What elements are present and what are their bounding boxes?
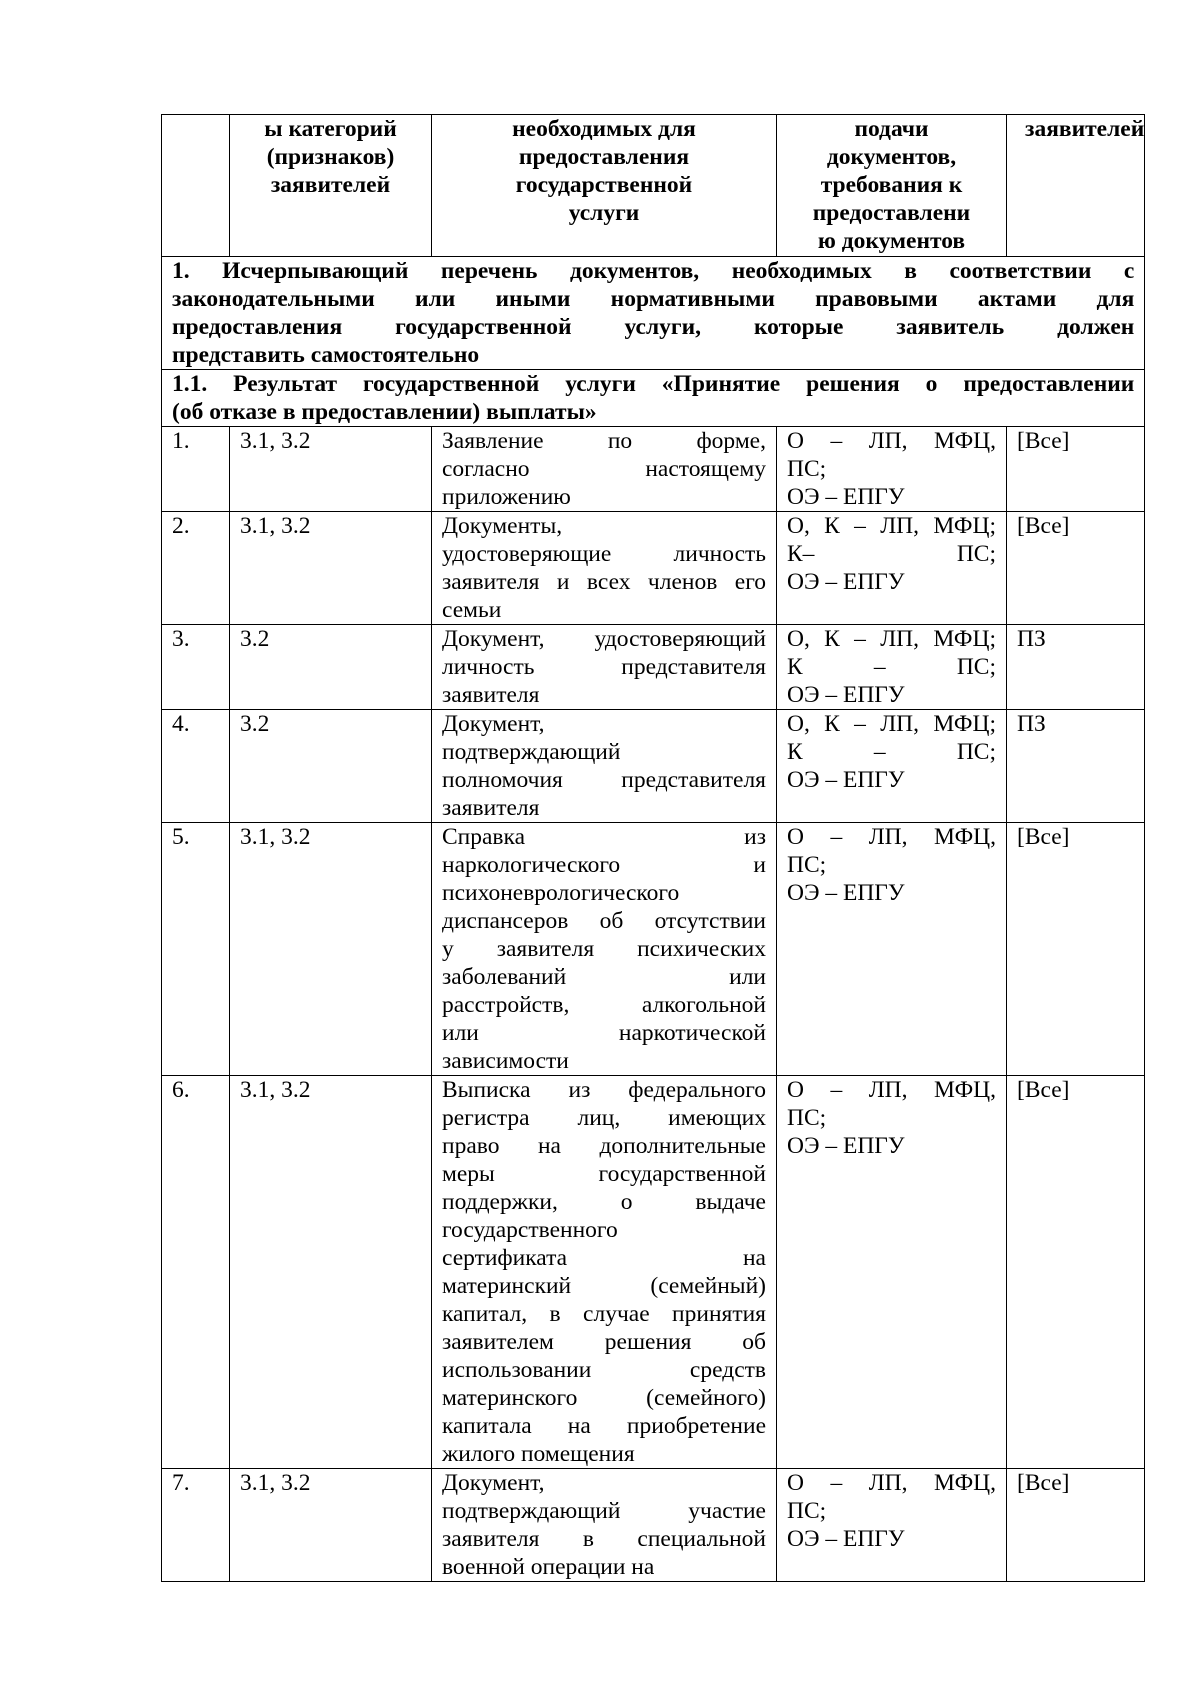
header-text-line: предоставления [518, 144, 690, 170]
document-text-line: сертификата на [442, 1245, 766, 1271]
document-text-line: Документы, [442, 513, 563, 539]
section-text-line: 1.1. Результат государственной услуги «Принятие решения о предоставлении [172, 371, 1135, 397]
document-text-line: наркологического и [442, 852, 766, 878]
document-text-line: Выписка из федерального [442, 1077, 766, 1103]
header-cell-method [777, 115, 1007, 257]
section-text-line: представить самостоятельно [172, 342, 480, 368]
document-text-line: Справка из [442, 824, 766, 850]
document-text-line: Заявление по форме, [442, 428, 766, 454]
method-text-line: О, К – ЛП, МФЦ; [787, 626, 996, 652]
document-text-line: удостоверяющие личность [442, 541, 766, 567]
method-text-line: ОЭ – ЕПГУ [787, 880, 905, 906]
document-text-line: заявителем решения об [442, 1329, 766, 1355]
document-text-line: поддержки, о выдаче [442, 1189, 766, 1215]
section-heading-1 [162, 257, 1145, 370]
header-text-line: необходимых для [512, 116, 696, 142]
row-method [777, 1076, 1007, 1469]
header-text-line: заявителей [270, 172, 391, 198]
table-row [162, 427, 1145, 512]
method-text-line: ПС; [787, 456, 827, 482]
header-cell-num [162, 115, 230, 257]
row-applicants: ПЗ [1007, 625, 1145, 710]
header-text-line: документов, [826, 144, 957, 170]
method-text-line: ПС; [787, 1498, 827, 1524]
document-text-line: жилого помещения [442, 1441, 635, 1467]
row-categories: 3.1, 3.2 [230, 427, 432, 512]
document-text-line: заявителя и всех членов его [442, 569, 766, 595]
method-text-line: ОЭ – ЕПГУ [787, 1133, 905, 1159]
row-method [777, 710, 1007, 823]
method-text-line: ОЭ – ЕПГУ [787, 569, 905, 595]
row-method [777, 512, 1007, 625]
header-text-line: подачи [854, 116, 929, 142]
section-text-line: законодательными или иными нормативными правовыми актами для [172, 286, 1135, 312]
document-text-line: подтверждающий участие [442, 1498, 766, 1524]
row-number: 6. [162, 1076, 230, 1469]
header-text-line: предоставлени [812, 200, 971, 226]
row-method [777, 625, 1007, 710]
document-text-line: приложению [442, 484, 571, 510]
header-text-line: государственной [515, 172, 693, 198]
document-text-line: семьи [442, 597, 502, 623]
document-text-line: право на дополнительные [442, 1133, 766, 1159]
subsection-row [162, 370, 1145, 427]
table-row [162, 1076, 1145, 1469]
document-text-line: использовании средств [442, 1357, 766, 1383]
method-text-line: ОЭ – ЕПГУ [787, 1526, 905, 1552]
document-text-line: капитала на приобретение [442, 1413, 766, 1439]
document-text-line: у заявителя психических [442, 936, 766, 962]
table-header-row [162, 115, 1145, 257]
header-cell-documents [432, 115, 777, 257]
header-text-line: (признаков) [266, 144, 395, 170]
document-text-line: или наркотической [442, 1020, 766, 1046]
section-text-line: (об отказе в предоставлении) выплаты» [172, 399, 597, 425]
row-document [432, 1469, 777, 1582]
document-text-line: подтверждающий [442, 739, 621, 765]
table-row [162, 625, 1145, 710]
row-number: 4. [162, 710, 230, 823]
row-number: 7. [162, 1469, 230, 1582]
row-document [432, 1076, 777, 1469]
document-text-line: полномочия представителя [442, 767, 766, 793]
section-text-line: предоставления государственной услуги, которые заявитель должен [172, 314, 1135, 340]
method-text-line: О – ЛП, МФЦ, [787, 1077, 996, 1103]
row-categories: 3.2 [230, 710, 432, 823]
document-text-line: зависимости [442, 1048, 569, 1074]
row-applicants: [Все] [1007, 427, 1145, 512]
document-text-line: заявителя в специальной [442, 1526, 766, 1552]
header-text-line: заявителей [1025, 116, 1145, 142]
method-text-line: О – ЛП, МФЦ, [787, 1470, 996, 1496]
method-text-line: ПС; [787, 1105, 827, 1131]
row-document [432, 427, 777, 512]
row-number: 5. [162, 823, 230, 1076]
method-text-line: ОЭ – ЕПГУ [787, 484, 905, 510]
row-categories: 3.1, 3.2 [230, 823, 432, 1076]
header-text-line: требования к [820, 172, 963, 198]
table-row [162, 710, 1145, 823]
document-text-line: Документ, [442, 711, 545, 737]
section-heading-1-1 [162, 370, 1145, 427]
document-text-line: военной операции на [442, 1554, 655, 1580]
method-text-line: О – ЛП, МФЦ, [787, 824, 996, 850]
document-text-line: капитал, в случае принятия [442, 1301, 766, 1327]
table-row [162, 1469, 1145, 1582]
method-text-line: О, К – ЛП, МФЦ; [787, 711, 996, 737]
header-cell-categories [230, 115, 432, 257]
row-applicants: [Все] [1007, 823, 1145, 1076]
row-document [432, 823, 777, 1076]
row-categories: 3.1, 3.2 [230, 1076, 432, 1469]
row-method [777, 1469, 1007, 1582]
document-text-line: диспансеров об отсутствии [442, 908, 766, 934]
header-text-line: услуги [568, 200, 640, 226]
header-cell-applicants [1007, 115, 1145, 257]
row-applicants: ПЗ [1007, 710, 1145, 823]
method-text-line: ОЭ – ЕПГУ [787, 767, 905, 793]
header-text-line: ы категорий [264, 116, 397, 142]
row-applicants: [Все] [1007, 1469, 1145, 1582]
row-number: 3. [162, 625, 230, 710]
document-text-line: материнский (семейный) [442, 1273, 766, 1299]
method-text-line: ПС; [787, 852, 827, 878]
row-method [777, 427, 1007, 512]
row-document [432, 512, 777, 625]
row-categories: 3.1, 3.2 [230, 1469, 432, 1582]
row-applicants: [Все] [1007, 1076, 1145, 1469]
document-text-line: личность представителя [442, 654, 766, 680]
document-text-line: психоневрологического [442, 880, 680, 906]
document-text-line: заявителя [442, 682, 540, 708]
document-text-line: государственного [442, 1217, 618, 1243]
row-categories: 3.1, 3.2 [230, 512, 432, 625]
document-text-line: заявителя [442, 795, 540, 821]
method-text-line: К – ПС; [787, 739, 996, 765]
row-method [777, 823, 1007, 1076]
row-document [432, 710, 777, 823]
document-text-line: меры государственной [442, 1161, 766, 1187]
method-text-line: О – ЛП, МФЦ, [787, 428, 996, 454]
method-text-line: О, К – ЛП, МФЦ; [787, 513, 996, 539]
document-text-line: Документ, удостоверяющий [442, 626, 766, 652]
document-text-line: материнского (семейного) [442, 1385, 766, 1411]
row-number: 2. [162, 512, 230, 625]
row-categories: 3.2 [230, 625, 432, 710]
documents-table [161, 114, 1145, 1582]
section-row [162, 257, 1145, 370]
document-text-line: заболеваний или [442, 964, 766, 990]
table-row [162, 823, 1145, 1076]
section-text-line: 1. Исчерпывающий перечень документов, необходимых в соответствии с [172, 258, 1135, 284]
document-text-line: регистра лиц, имеющих [442, 1105, 766, 1131]
method-text-line: ОЭ – ЕПГУ [787, 682, 905, 708]
table-row [162, 512, 1145, 625]
method-text-line: К – ПС; [787, 654, 996, 680]
row-applicants: [Все] [1007, 512, 1145, 625]
document-text-line: согласно настоящему [442, 456, 766, 482]
header-text-line: ю документов [817, 228, 966, 254]
method-text-line: К– ПС; [787, 541, 996, 567]
row-number: 1. [162, 427, 230, 512]
document-text-line: Документ, [442, 1470, 545, 1496]
row-document [432, 625, 777, 710]
document-text-line: расстройств, алкогольной [442, 992, 766, 1018]
